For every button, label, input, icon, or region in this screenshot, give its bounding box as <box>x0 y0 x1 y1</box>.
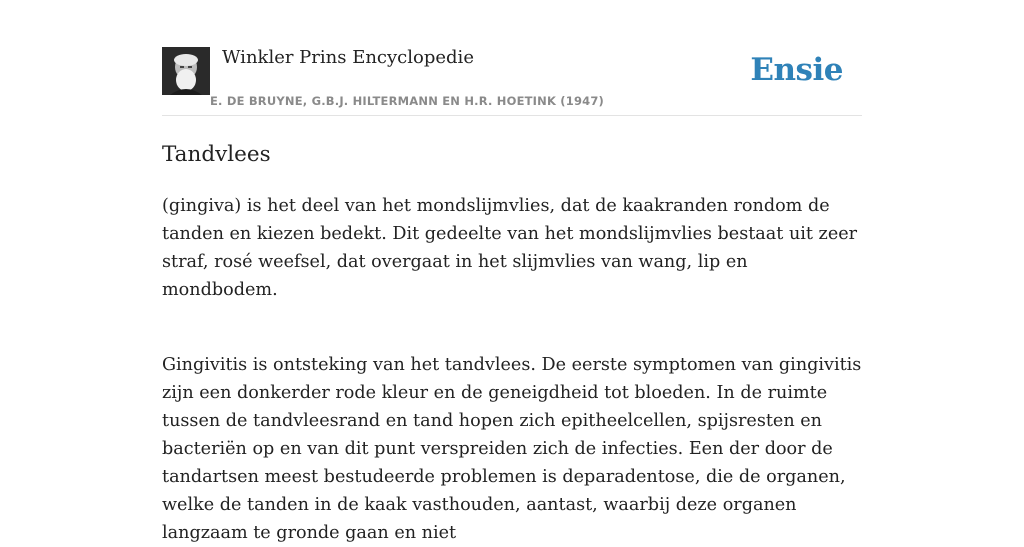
source-title[interactable]: Winkler Prins Encyclopedie <box>222 47 474 68</box>
article-paragraph: (gingiva) is het deel van het mondslijmvlies, dat de kaakranden rondom de tanden en kiezen bedekt. Dit gedeelte van het mondslijmvlies bestaat uit zeer straf, rosé weefsel, dat overgaat in het slijmvlies van wang, lip en mondbodem. <box>162 196 858 300</box>
article-page <box>162 0 862 543</box>
source-authors: E. DE BRUYNE, G.B.J. HILTERMANN EN H.R. HOETINK (1947) <box>210 94 605 108</box>
article-paragraph: Gingivitis is ontsteking van het tandvlees. De eerste symptomen van gingivitis zijn een donkerder rode kleur en de geneigdheid tot bloeden. In de ruimte tussen de tandvleesrand en tand hopen zich epitheelcellen, spijsresten en bacteriën op en van dit punt verspreiden zich de infecties. Een der door de tandartsen meest bestudeerde problemen is deparadentose, die de organen, welke de tanden in de kaak vasthouden, aantast, waarbij deze organen langzaam te gronde gaan en niet <box>162 355 862 543</box>
source-header <box>162 0 862 116</box>
ensie-logo[interactable]: Ensie <box>750 52 843 88</box>
article-title: Tandvlees <box>162 142 271 167</box>
author-portrait-icon[interactable] <box>162 47 210 95</box>
